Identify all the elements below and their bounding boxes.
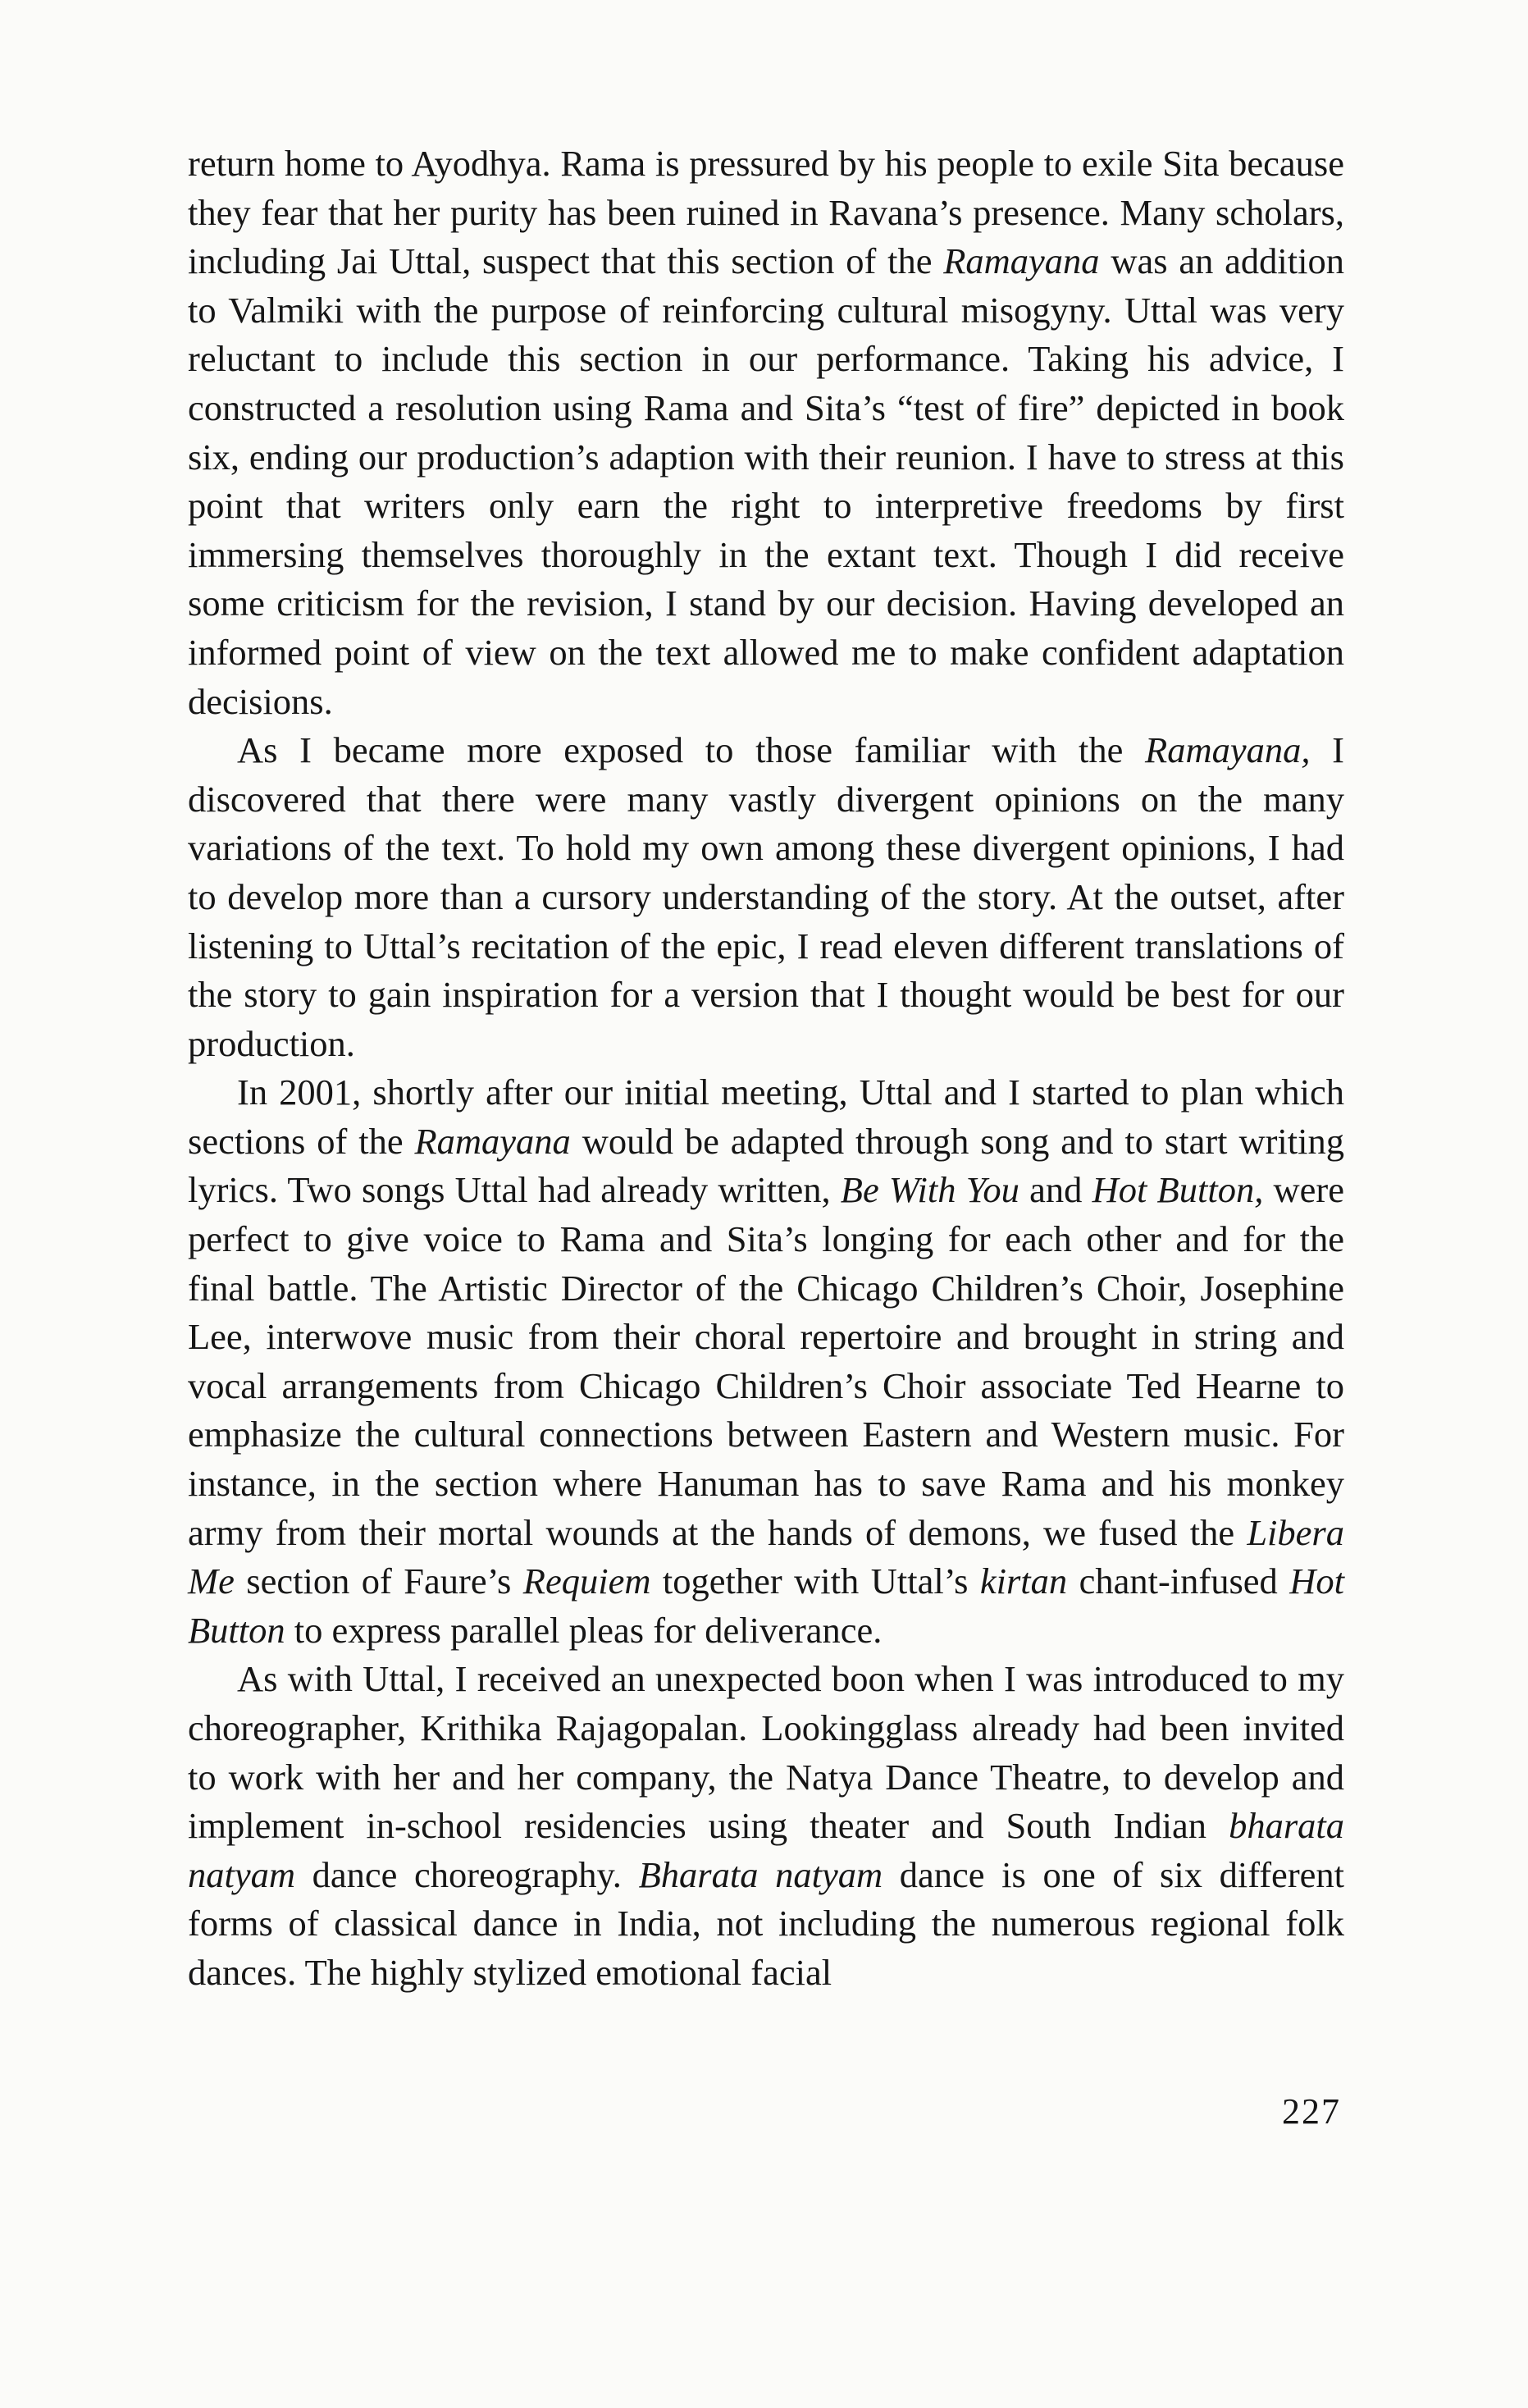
- page-number: 227: [1282, 2091, 1341, 2132]
- paragraph-4: As with Uttal, I received an unexpected boon when I was introduced to my choreographer, Krithika Rajagopalan. Lookingglass already had been invited to work with her and her company, the Natya Dance Theatre, to develop and implement in-school residencies using theater and South Indian bharata natyam dance choreography. Bharata natyam dance is one of six different forms of classical dance in India, not including the numerous regional folk dances. The highly stylized emotional facial: [188, 1658, 1344, 1993]
- page-body: [188, 139, 1344, 1998]
- paragraph-3: In 2001, shortly after our initial meeting, Uttal and I started to plan which sections of the Ramayana would be adapted through song and to start writing lyrics. Two songs Uttal had already written, Be With You and Hot Button, were perfect to give voice to Rama and Sita’s longing for each other and for the final battle. The Artistic Director of the Chicago Children’s Choir, Josephine Lee, interwove music from their choral repertoire and brought in string and vocal arrangements from Chicago Children’s Choir associate Ted Hearne to emphasize the cultural connections between Eastern and Western music. For instance, in the section where Hanuman has to save Rama and his monkey army from their mortal wounds at the hands of demons, we fused the Libera Me section of Faure’s Requiem together with Uttal’s kirtan chant-infused Hot Button to express parallel pleas for deliverance.: [188, 1071, 1344, 1651]
- paragraph-2: As I became more exposed to those familiar with the Ramayana, I discovered that there were many vastly divergent opinions on the many variations of the text. To hold my own among these divergent opinions, I had to develop more than a cursory understanding of the story. At the outset, after listening to Uttal’s recitation of the epic, I read eleven different translations of the story to gain inspiration for a version that I thought would be best for our production.: [188, 729, 1344, 1064]
- paragraph-1: return home to Ayodhya. Rama is pressured by his people to exile Sita because they fear that her purity has been ruined in Ravana’s presence. Many scholars, including Jai Uttal, suspect that this section of the Ramayana was an addition to Valmiki with the purpose of reinforcing cultural misogyny. Uttal was very reluctant to include this section in our performance. Taking his advice, I constructed a resolution using Rama and Sita’s “test of fire” depicted in book six, ending our production’s adaption with their reunion. I have to stress at this point that writers only earn the right to interpretive freedoms by first immersing themselves thoroughly in the extant text. Though I did receive some criticism for the revision, I stand by our decision. Having developed an informed point of view on the text allowed me to make confident adaptation decisions.: [188, 143, 1344, 722]
